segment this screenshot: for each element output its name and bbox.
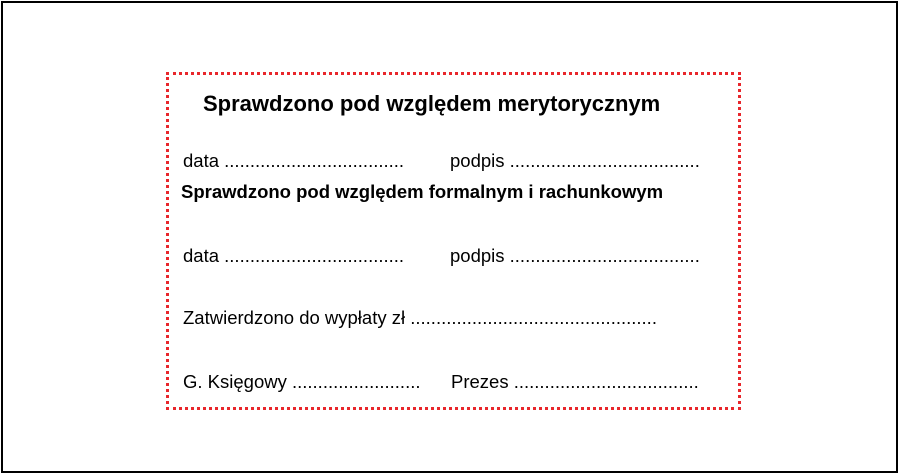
payment-approval-field: Zatwierdzono do wypłaty zł ................................................ <box>183 307 657 328</box>
substantive-date-field: data ................................... <box>183 150 405 171</box>
president-field: Prezes .................................... <box>451 371 699 392</box>
page-frame <box>1 1 898 473</box>
substantive-signature-field: podpis ..................................... <box>450 150 700 171</box>
formal-signature-field: podpis ..................................... <box>450 245 700 266</box>
approval-stamp <box>166 72 741 410</box>
chief-accountant-field: G. Księgowy ......................... <box>183 371 421 392</box>
formal-check-heading: Sprawdzono pod względem formalnym i rachunkowym <box>181 181 664 202</box>
formal-date-field: data ................................... <box>183 245 405 266</box>
substantive-check-heading: Sprawdzono pod względem merytorycznym <box>203 91 661 116</box>
